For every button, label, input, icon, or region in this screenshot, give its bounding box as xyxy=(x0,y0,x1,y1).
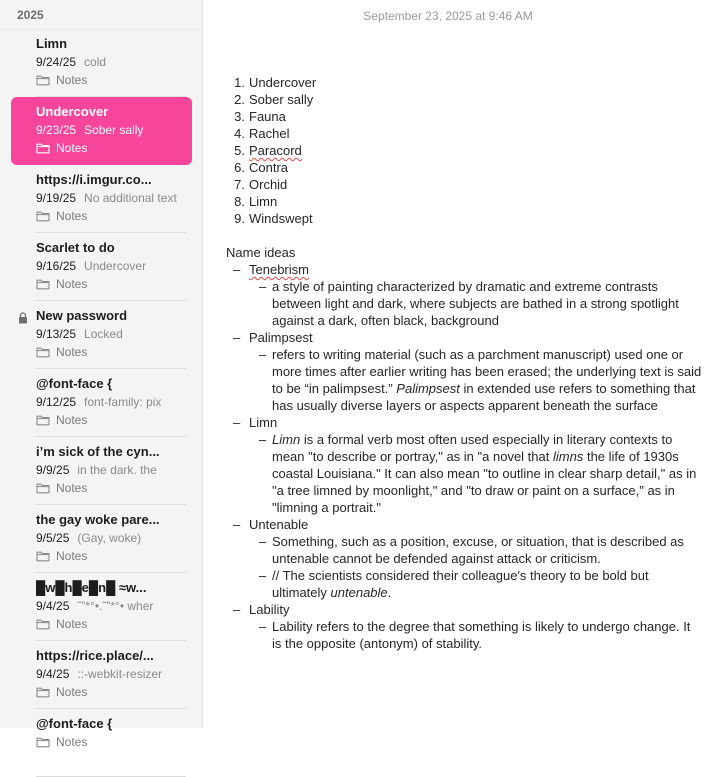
note-folder-label: Notes xyxy=(56,617,88,631)
note-meta xyxy=(36,529,173,547)
note-preview: (Gay, woke) xyxy=(77,531,142,545)
sub-bullet-item: – Something, such as a position, excuse, or situation, that is described as untenable cannot be defended against attack or criticism. xyxy=(226,533,702,567)
folder-icon xyxy=(36,346,50,358)
note-preview: Undercover xyxy=(84,259,147,273)
note-title: the gay woke pare... xyxy=(36,512,160,527)
folder-icon xyxy=(36,74,50,86)
term-untenable: Untenable xyxy=(249,517,309,532)
folder-icon xyxy=(36,414,50,426)
note-date: 9/23/25 xyxy=(36,123,77,137)
note-title: █w█h█e█n█ ≈w... xyxy=(36,580,147,595)
note-title: Limn xyxy=(36,36,68,51)
sub-bullet-item: – a style of painting characterized by dramatic and extreme contrasts between light and dark, where subjects are bathed in a strong spotlight against a dark, often black, background xyxy=(226,278,702,329)
term-tenebrism: Tenebrism xyxy=(249,262,309,277)
note-date: 9/13/25 xyxy=(36,327,77,341)
sub-bullet-item: – refers to writing material (such as a parchment manuscript) used one or more times after earlier writing has been erased; the underlying text is said to be “in palimpsest.” Palimpsest in extended use refers to something that has usually diverse layers or aspects apparent beneath the surface xyxy=(259,347,702,413)
folder-icon xyxy=(36,278,50,290)
note-list-item[interactable] xyxy=(11,573,192,641)
note-list-item[interactable] xyxy=(11,165,192,233)
note-preview: Locked xyxy=(84,327,123,341)
note-meta xyxy=(36,461,173,479)
note-folder xyxy=(36,139,192,157)
palimpsest-definition: refers to writing material (such as a parchment manuscript) used one or more times after earlier writing has been erased; the underlying text is said to be “in palimpsest.” Palimpsest in extended use refers to something that has usually diverse layers or aspects apparent beneath the surface xyxy=(272,347,702,413)
note-folder xyxy=(36,207,192,225)
folder-icon xyxy=(36,736,50,748)
note-meta xyxy=(36,257,173,275)
note-title: New password xyxy=(36,308,128,323)
note-editor[interactable] xyxy=(204,0,716,728)
note-date: 9/5/25 xyxy=(36,531,70,545)
numbered-list-item: 7. Orchid xyxy=(234,177,288,192)
note-title: i’m sick of the cyn... xyxy=(36,444,160,459)
note-folder-label: Notes xyxy=(56,549,88,563)
note-date: 9/12/25 xyxy=(36,395,77,409)
note-date: 9/4/25 xyxy=(36,667,70,681)
note-folder xyxy=(36,547,192,565)
numbered-list-item: 1. Undercover xyxy=(234,75,317,90)
folder-icon xyxy=(36,618,50,630)
note-list-item[interactable] xyxy=(11,437,192,505)
note-folder-label: Notes xyxy=(56,277,88,291)
note-meta xyxy=(36,121,173,139)
numbered-list-item: 2. Sober sally xyxy=(234,92,314,107)
numbered-list-item: 8. Limn xyxy=(234,194,278,209)
note-preview: Sober sally xyxy=(84,123,144,137)
note-preview: font-family: pix xyxy=(84,395,162,409)
note-date: 9/16/25 xyxy=(36,259,77,273)
folder-icon xyxy=(36,142,50,154)
note-folder-label: Notes xyxy=(56,141,88,155)
term-limn: Limn xyxy=(249,415,278,430)
note-date: 9/24/25 xyxy=(36,55,77,69)
note-preview: ˜”*°•.˜”*°• wher xyxy=(77,599,154,613)
note-preview: in the dark. the xyxy=(77,463,157,477)
untenable-definition: Something, such as a position, excuse, or situation, that is described as untenable cannot be defended against attack or criticism. xyxy=(272,534,684,566)
note-folder xyxy=(36,275,192,293)
note-meta xyxy=(36,597,173,615)
limn-definition: Limn is a formal verb most often used especially in literary contexts to mean "to describe or portray," as in "a novel that limns the life of 1930s coastal Louisiana." It can also mean "to outline in clear sharp detail," as in "a tree limned by moonlight," and "to draw or paint on a surface," as in "limning a portrait." xyxy=(272,432,697,515)
note-folder-label: Notes xyxy=(56,413,88,427)
numbered-list-item: 4. Rachel xyxy=(234,126,290,141)
note-meta xyxy=(36,325,173,343)
note-title: Undercover xyxy=(36,104,109,119)
note-folder xyxy=(36,683,192,701)
folder-icon xyxy=(36,210,50,222)
note-preview: cold xyxy=(84,55,107,69)
numbered-list xyxy=(226,74,702,227)
note-date: 9/4/25 xyxy=(36,599,70,613)
note-folder-label: Notes xyxy=(56,481,88,495)
note-meta xyxy=(36,393,173,411)
note-meta xyxy=(36,53,173,71)
note-date: 9/9/25 xyxy=(36,463,70,477)
year-section-header: 2025 xyxy=(0,0,202,30)
notes-sidebar xyxy=(0,0,203,749)
note-title: https://i.imgur.co... xyxy=(36,172,152,187)
note-list-item[interactable] xyxy=(11,505,192,573)
note-folder xyxy=(36,615,192,633)
numbered-list-item: 3. Fauna xyxy=(234,109,286,124)
note-list-item[interactable] xyxy=(11,641,192,709)
bullet-item: – Limn xyxy=(233,415,278,430)
term-palimpsest: Palimpsest xyxy=(249,330,313,345)
note-folder-label: Notes xyxy=(56,209,88,223)
note-folder-label: Notes xyxy=(56,685,88,699)
sub-bullet-item: – Limn is a formal verb most often used especially in literary contexts to mean "to describe or portray," as in "a novel that limns the life of 1930s coastal Louisiana." It can also mean "to outline in clear sharp detail," as in "a tree limned by moonlight," and "to draw or paint on a surface," as in "limning a portrait." xyxy=(226,431,702,516)
bullet-item: – Palimpsest xyxy=(233,330,313,345)
bullet-item: – Untenable xyxy=(233,517,309,532)
folder-icon xyxy=(36,482,50,494)
note-list-item[interactable] xyxy=(11,29,192,97)
note-list-item[interactable] xyxy=(11,233,192,301)
lability-definition: Lability refers to the degree that something is likely to undergo change. It is the opposite (antonym) of stability. xyxy=(272,619,691,651)
note-list-item[interactable] xyxy=(11,97,192,165)
note-meta xyxy=(36,189,177,207)
note-folder-label: Notes xyxy=(56,73,88,87)
numbered-list-item: 5. Paracord xyxy=(234,143,302,158)
note-folder xyxy=(36,733,192,751)
numbered-list-item: 9. Windswept xyxy=(234,211,313,226)
sub-bullet-item: – Lability refers to the degree that something is likely to undergo change. It is the opposite (antonym) of stability. xyxy=(226,618,702,652)
note-folder xyxy=(36,411,192,429)
numbered-list-item: 6. Contra xyxy=(234,160,289,175)
note-timestamp: September 23, 2025 at 9:46 AM xyxy=(363,9,533,23)
note-list-item[interactable] xyxy=(11,369,192,437)
note-folder xyxy=(36,479,192,497)
note-title: https://rice.place/... xyxy=(36,648,154,663)
note-title: @font-face { xyxy=(36,716,113,731)
note-date: 9/19/25 xyxy=(36,191,77,205)
folder-icon xyxy=(36,686,50,698)
tenebrism-definition: a style of painting characterized by dramatic and extreme contrasts between light and dark, where subjects are bathed in a strong spotlight against a dark, often black, background xyxy=(272,279,679,328)
term-lability: Lability xyxy=(249,602,290,617)
name-ideas-heading: Name ideas xyxy=(226,245,296,260)
bullet-item: – Lability xyxy=(233,602,290,617)
note-folder-label: Notes xyxy=(56,735,88,749)
note-title: Scarlet to do xyxy=(36,240,115,255)
sub-bullet-item: – // The scientists considered their colleague's theory to be bold but ultimately untenable. xyxy=(226,567,702,601)
note-title: @font-face { xyxy=(36,376,113,391)
note-folder xyxy=(36,71,192,89)
note-folder-label: Notes xyxy=(56,345,88,359)
note-preview: No additional text xyxy=(84,191,177,205)
note-list-item[interactable] xyxy=(11,301,192,369)
folder-icon xyxy=(36,550,50,562)
note-folder xyxy=(36,343,192,361)
bullet-item: – Tenebrism xyxy=(233,262,309,277)
untenable-example: // The scientists considered their colleague's theory to be bold but ultimately untenable. xyxy=(272,568,649,600)
note-meta xyxy=(36,665,173,683)
note-preview: ::-webkit-resizer xyxy=(77,667,163,681)
lock-icon xyxy=(18,312,28,324)
note-list-item[interactable] xyxy=(11,709,192,777)
note-body[interactable] xyxy=(226,74,702,652)
